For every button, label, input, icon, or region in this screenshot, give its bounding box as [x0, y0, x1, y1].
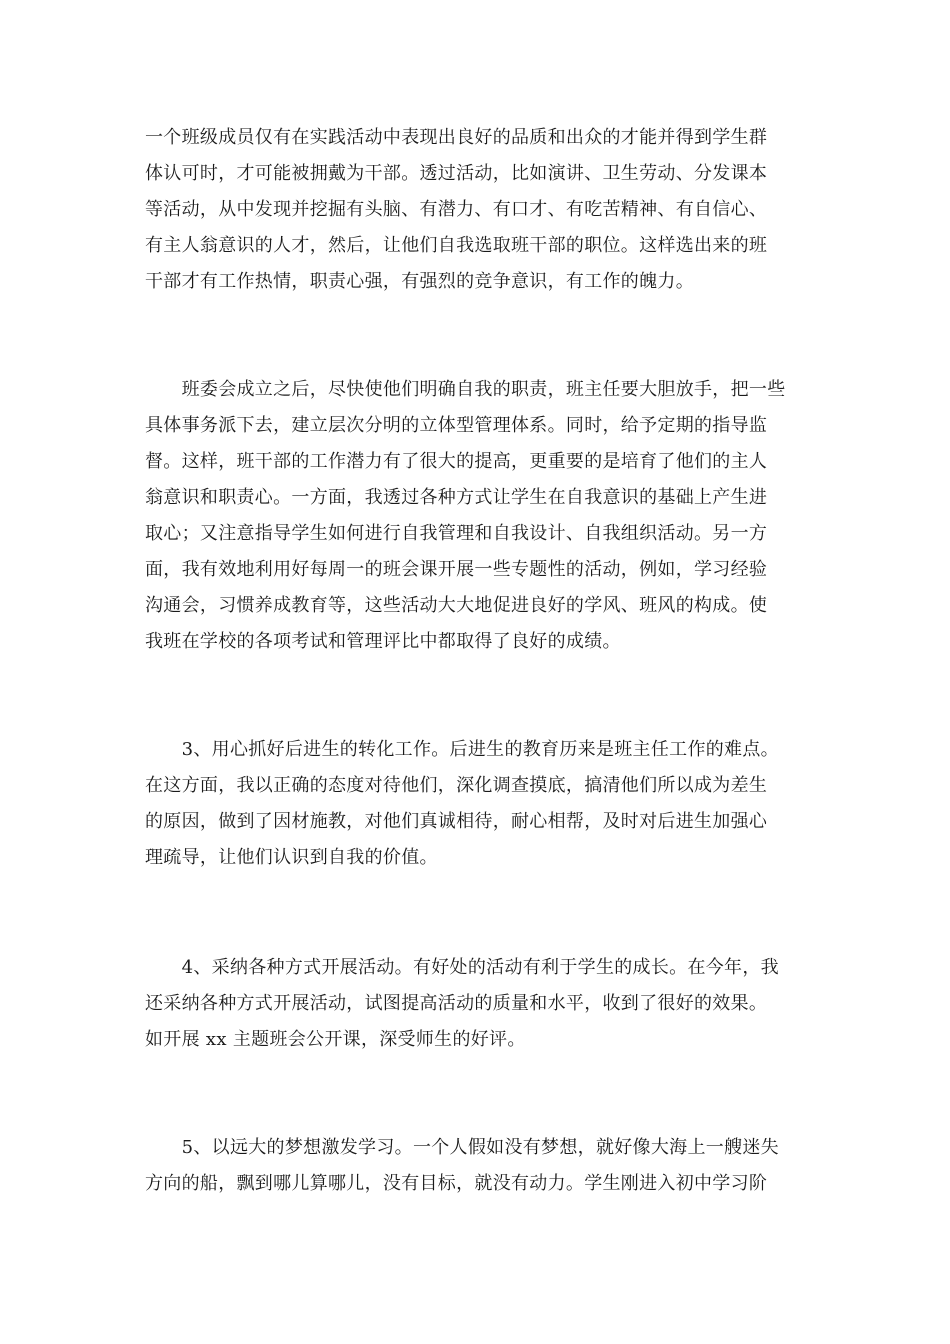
text-line: 我班在学校的各项考试和管理评比中都取得了良好的成绩。	[145, 631, 621, 652]
text-line: 班委会成立之后，尽快使他们明确自我的职责，班主任要大胆放手，把一些	[145, 379, 786, 400]
text-line: 具体事务派下去，建立层次分明的立体型管理体系。同时，给予定期的指导监	[145, 415, 768, 436]
text-line: 有主人翁意识的人才，然后，让他们自我选取班干部的职位。这样选出来的班	[145, 235, 768, 256]
text-line: 理疏导，让他们认识到自我的价值。	[145, 847, 438, 868]
text-line: 5、以远大的梦想激发学习。一个人假如没有梦想，就好像大海上一艘迷失	[145, 1137, 779, 1158]
paragraph	[145, 372, 810, 660]
paragraph	[145, 950, 810, 1058]
text-line: 3、用心抓好后进生的转化工作。后进生的教育历来是班主任工作的难点。	[145, 739, 779, 760]
text-line: 沟通会，习惯养成教育等，这些活动大大地促进良好的学风、班风的构成。使	[145, 595, 768, 616]
text-line: 一个班级成员仅有在实践活动中表现出良好的品质和出众的才能并得到学生群	[145, 127, 768, 148]
text-line: 等活动，从中发现并挖掘有头脑、有潜力、有口才、有吃苦精神、有自信心、	[145, 199, 768, 220]
paragraph	[145, 732, 810, 876]
text-line: 方向的船，飘到哪儿算哪儿，没有目标，就没有动力。学生刚进入初中学习阶	[145, 1173, 768, 1194]
text-line: 面，我有效地利用好每周一的班会课开展一些专题性的活动，例如，学习经验	[145, 559, 768, 580]
text-line: 在这方面，我以正确的态度对待他们，深化调查摸底，搞清他们所以成为差生	[145, 775, 768, 796]
text-line: 的原因，做到了因材施教，对他们真诚相待，耐心相帮，及时对后进生加强心	[145, 811, 768, 832]
text-line: 督。这样，班干部的工作潜力有了很大的提高，更重要的是培育了他们的主人	[145, 451, 768, 472]
paragraph	[145, 120, 810, 300]
text-line: 如开展 xx 主题班会公开课，深受师生的好评。	[145, 1029, 526, 1050]
text-line: 干部才有工作热情，职责心强，有强烈的竞争意识，有工作的魄力。	[145, 271, 694, 292]
paragraph	[145, 1130, 810, 1202]
text-line: 取心；又注意指导学生如何进行自我管理和自我设计、自我组织活动。另一方	[145, 523, 768, 544]
text-line: 还采纳各种方式开展活动，试图提高活动的质量和水平，收到了很好的效果。	[145, 993, 768, 1014]
text-line: 体认可时，才可能被拥戴为干部。透过活动，比如演讲、卫生劳动、分发课本	[145, 163, 768, 184]
text-line: 4、采纳各种方式开展活动。有好处的活动有利于学生的成长。在今年，我	[145, 957, 779, 978]
text-line: 翁意识和职责心。一方面，我透过各种方式让学生在自我意识的基础上产生进	[145, 487, 768, 508]
